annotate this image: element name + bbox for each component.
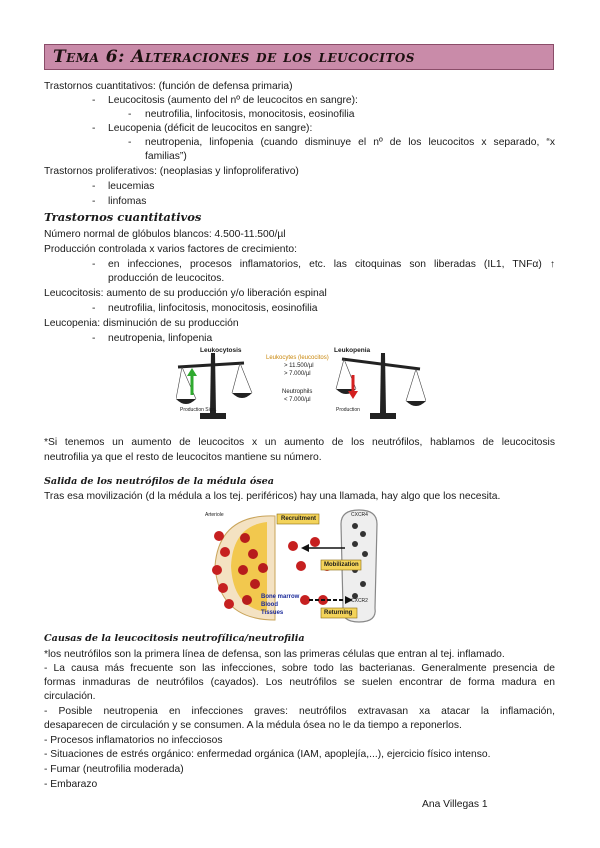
bullet-dash: - bbox=[92, 196, 96, 207]
intro-line-5: neutropenia, linfopenia (cuando disminuye el nº de los leucocitos x separado, “x bbox=[145, 137, 555, 148]
page-footer: Ana Villegas 1 bbox=[422, 799, 488, 810]
intro-line-7: Trastornos proliferativos: (neoplasias y linfoproliferativo) bbox=[44, 166, 299, 177]
causas-line-5: - Posible neutropenia en infecciones graves: neutrófilos extravasan xa atacar la inflamación, bbox=[44, 706, 555, 717]
intro-line-1: Trastornos cuantitativos: (función de defensa primaria) bbox=[44, 81, 293, 92]
leukocyte-range-label: Leukocytes (leucocitos) bbox=[266, 355, 329, 361]
bullet-dash: - bbox=[128, 109, 132, 120]
cuant-line-4: producción de leucocitos. bbox=[108, 273, 225, 284]
leukopenia-label: Leukopenia bbox=[334, 347, 371, 354]
bullet-dash: - bbox=[92, 181, 96, 192]
causas-line-4: circulación. bbox=[44, 691, 96, 702]
bullet-dash: - bbox=[92, 333, 96, 344]
tissue-label: Tissues bbox=[261, 610, 284, 616]
intro-line-6: familias”) bbox=[145, 151, 187, 162]
cuant-line-5: Leucocitosis: aumento de su producción y/o liberación espinal bbox=[44, 288, 327, 299]
recruitment-label: Recruitment bbox=[281, 516, 317, 522]
intro-line-4: Leucopenia (déficit de leucocitos en sangre): bbox=[108, 123, 313, 134]
cuant-line-3: en infecciones, procesos inflamatorios, etc. las citoquinas son liberadas (IL1, TNFα) ↑ bbox=[108, 259, 555, 270]
bullet-dash: - bbox=[92, 95, 96, 106]
arteriole-label: Arteriole bbox=[205, 512, 224, 518]
cuant-line-8: neutropenia, linfopenia bbox=[108, 333, 213, 344]
leukocytosis-label: Leukocytosis bbox=[200, 347, 242, 354]
intro-line-3: neutrofilia, linfocitosis, monocitosis, eosinofilia bbox=[145, 109, 355, 120]
causas-line-6: desaparecen de circulación y se consumen. A la médula ósea no le da tiempo a reponerlos. bbox=[44, 720, 462, 731]
bone-marrow-illustration bbox=[205, 508, 405, 624]
leukocyte-balance-figure bbox=[176, 345, 426, 425]
bullet-dash: - bbox=[92, 303, 96, 314]
bullet-dash: - bbox=[92, 123, 96, 134]
page-title: Tema 6: Alteraciones de los leucocitos bbox=[53, 47, 415, 67]
neutrophils-low-value: < 7.000/µl bbox=[284, 397, 311, 403]
causas-line-9: - Fumar (neutrofilia moderada) bbox=[44, 764, 184, 775]
bone-marrow-label: Bone marrow bbox=[261, 594, 300, 600]
leukocyte-high-value-2: > 7.000/µl bbox=[284, 371, 311, 377]
intro-line-2: Leucocitosis (aumento del nº de leucocitos en sangre): bbox=[108, 95, 358, 106]
cuant-line-7: Leucopenia: disminución de su producción bbox=[44, 318, 239, 329]
mobilization-label: Mobilization bbox=[324, 562, 359, 568]
cuant-line-2: Producción controlada x varios factores de crecimiento: bbox=[44, 244, 297, 255]
cxcr2-label: CXCR2 bbox=[351, 598, 368, 604]
leukocyte-high-value: > 11.500/µl bbox=[284, 363, 314, 369]
title-bar bbox=[44, 44, 554, 70]
section-heading-causas: Causas de la leucocitosis neutrofílica/neutrofilia bbox=[44, 633, 305, 644]
causas-line-1: *los neutrófilos son la primera línea de defensa, son las primeras células que entran al tej. inflamado. bbox=[44, 649, 505, 660]
right-pan-label: Production bbox=[336, 407, 360, 413]
section-heading-salida: Salida de los neutrófilos de la médula ósea bbox=[44, 476, 274, 487]
cuant-line-1: Número normal de glóbulos blancos: 4.500-11.500/µl bbox=[44, 229, 286, 240]
causas-line-2: - La causa más frecuente son las infecciones, sobre todo las bacterianas. Generalmente presencia de bbox=[44, 663, 555, 674]
causas-line-7: - Procesos inflamatorios no infecciosos bbox=[44, 735, 223, 746]
intro-line-8: leucemias bbox=[108, 181, 155, 192]
note-line-1: *Si tenemos un aumento de leucocitos x un aumento de los neutrófilos, hablamos de leucocitosis bbox=[44, 437, 555, 448]
left-pan-label: Production Sign. bbox=[180, 407, 217, 413]
neutrophils-label: Neutrophils bbox=[282, 389, 313, 395]
neutrophil-mobilization-figure bbox=[205, 508, 405, 624]
cxcr4-label: CXCR4 bbox=[351, 512, 368, 518]
blood-label: Blood bbox=[261, 602, 278, 608]
cuant-line-6: neutrofilia, linfocitosis, monocitosis, eosinofilia bbox=[108, 303, 318, 314]
note-line-2: neutrofilia ya que el resto de leucocitos mantiene su número. bbox=[44, 452, 322, 463]
section-heading-cuantitativos: Trastornos cuantitativos bbox=[44, 210, 202, 224]
causas-line-3: formas inmaduras de neutrófilos (cayados). Los neutrófilos se suelen encontrar de forma madura en bbox=[44, 677, 555, 688]
intro-line-9: linfomas bbox=[108, 196, 147, 207]
salida-line-1: Tras esa movilización (d la médula a los tej. periféricos) hay una llamada, hay algo que los necesita. bbox=[44, 491, 501, 502]
bullet-dash: - bbox=[92, 259, 96, 270]
bullet-dash: - bbox=[128, 137, 132, 148]
returning-label: Returning bbox=[324, 610, 353, 616]
causas-line-10: - Embarazo bbox=[44, 779, 98, 790]
causas-line-8: - Situaciones de estrés orgánico: enfermedad orgánica (IAM, apoplejía,...), ejercicio físico intenso. bbox=[44, 749, 491, 760]
